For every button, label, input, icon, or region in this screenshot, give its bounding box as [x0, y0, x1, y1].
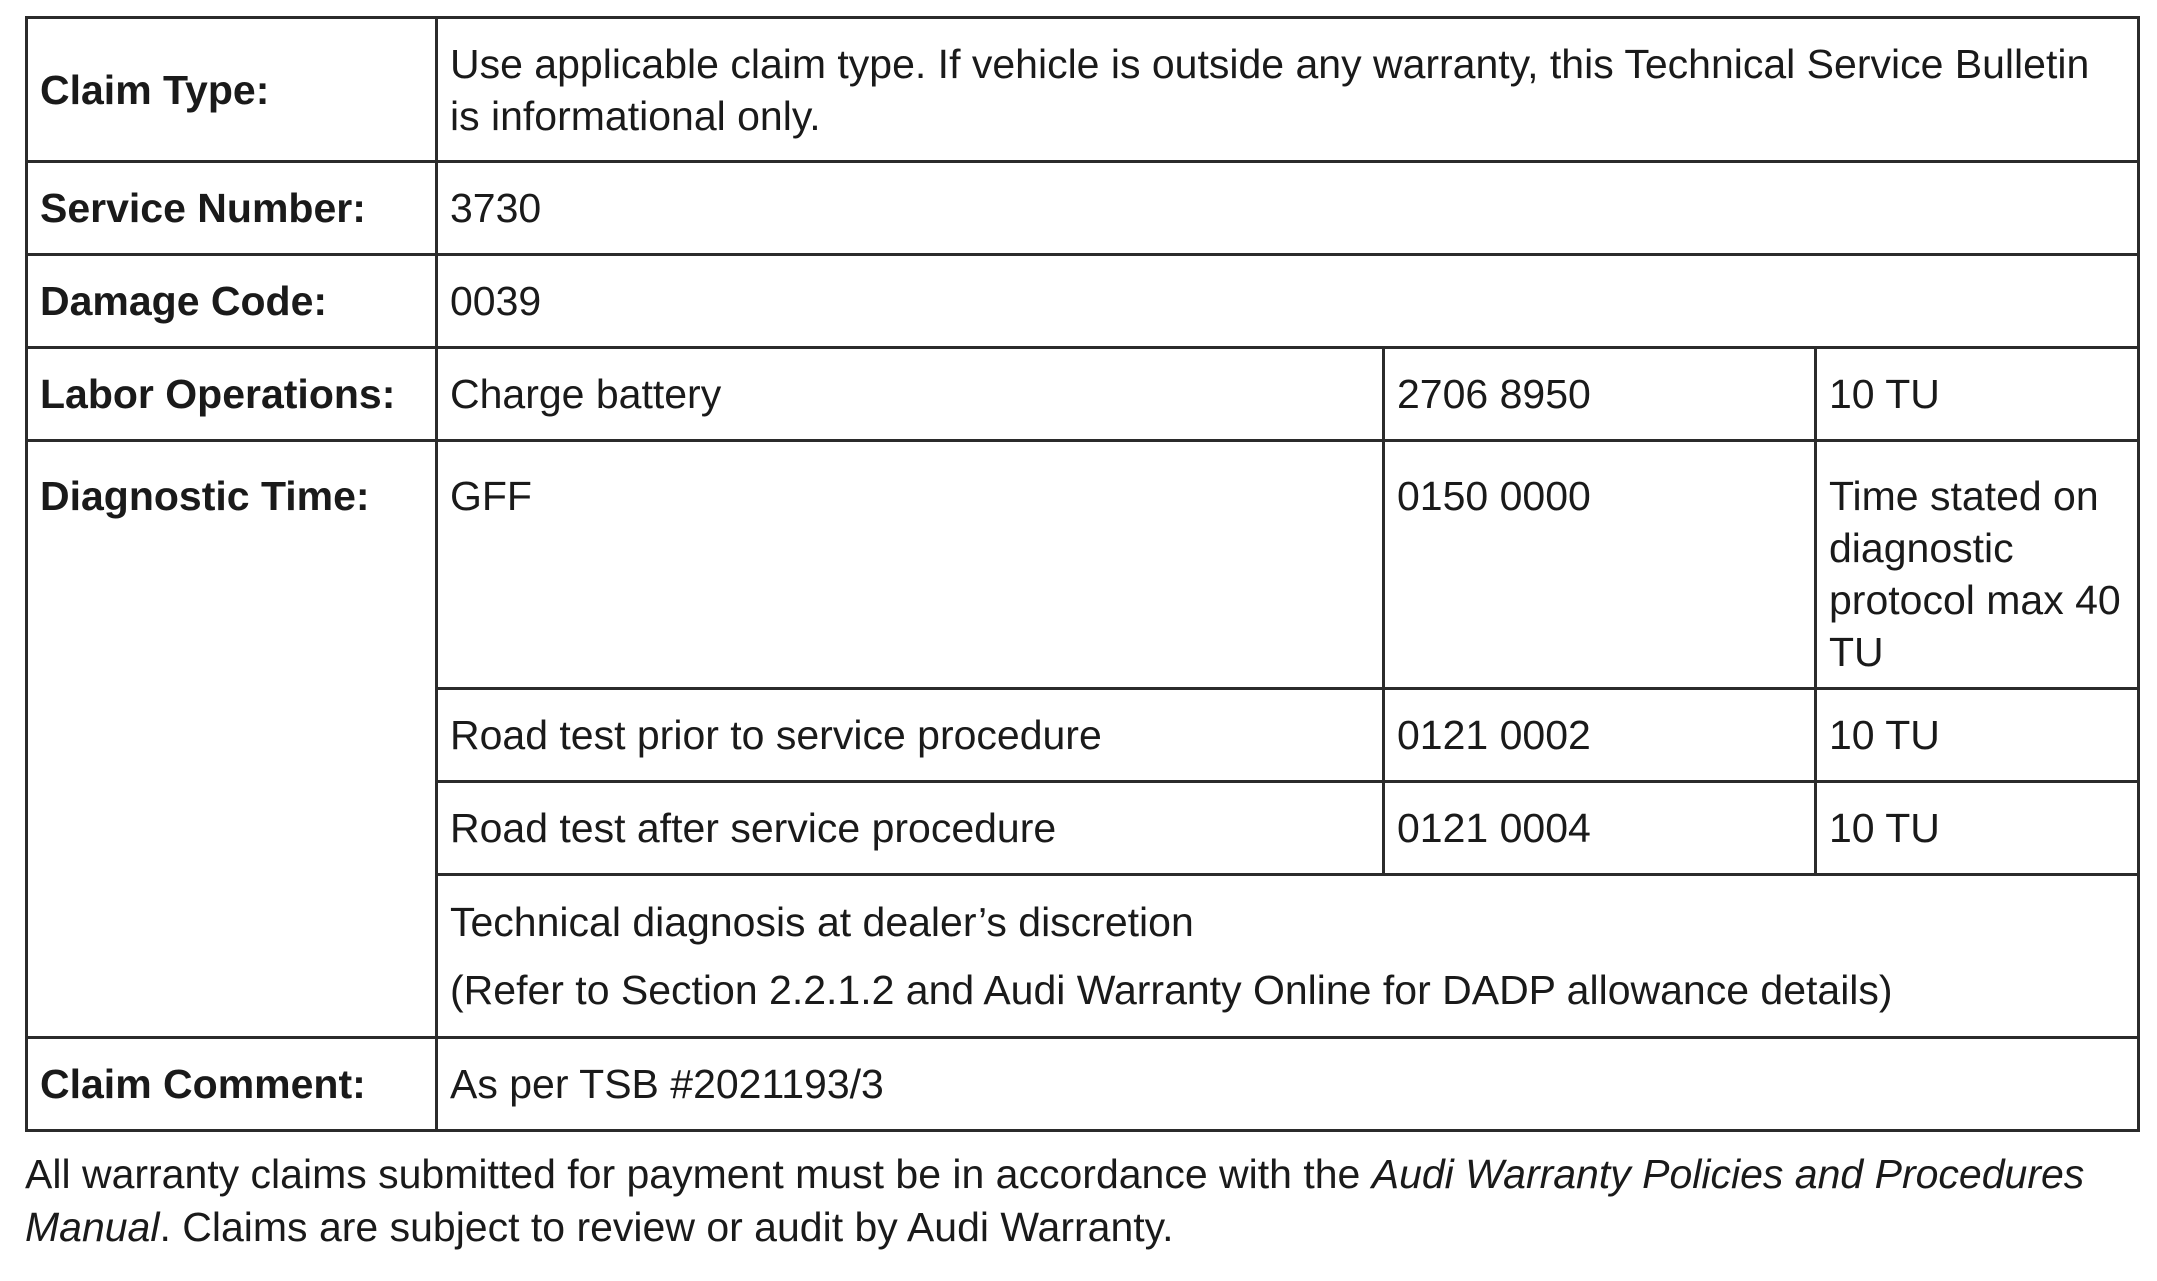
diagnostic-time-value: 10 TU: [1816, 689, 2139, 782]
damage-code-row: [27, 255, 2139, 348]
diagnostic-code: 0150 0000: [1384, 441, 1816, 689]
footer-manual-title: Audi Warranty Policies and Procedures Manual: [25, 1151, 2085, 1250]
claim-comment-row: [27, 1038, 2139, 1131]
diagnostic-description: Road test after service procedure: [437, 782, 1384, 875]
diagnostic-time-value: Time stated on diagnostic protocol max 40 TU: [1816, 441, 2139, 689]
claim-comment-label: Claim Comment:: [27, 1038, 437, 1131]
labor-operation-description: Charge battery: [437, 348, 1384, 441]
service-number-row: [27, 162, 2139, 255]
diagnostic-description: Road test prior to service procedure: [437, 689, 1384, 782]
diagnostic-description: GFF: [437, 441, 1384, 689]
service-number-value: 3730: [437, 162, 2139, 255]
labor-operation-time: 10 TU: [1816, 348, 2139, 441]
claim-type-value: Use applicable claim type. If vehicle is outside any warranty, this Technical Service Bulletin is informational only.: [437, 18, 2139, 162]
damage-code-value: 0039: [437, 255, 2139, 348]
diagnostic-note-reference: (Refer to Section 2.2.1.2 and Audi Warranty Online for DADP allowance details): [450, 967, 1893, 1013]
damage-code-label: Damage Code:: [27, 255, 437, 348]
labor-operations-label: Labor Operations:: [27, 348, 437, 441]
labor-operation-code: 2706 8950: [1384, 348, 1816, 441]
service-number-label: Service Number:: [27, 162, 437, 255]
claim-type-label: Claim Type:: [27, 18, 437, 162]
diagnostic-time-value: 10 TU: [1816, 782, 2139, 875]
footer-text-before: All warranty claims submitted for payment must be in accordance with the: [25, 1151, 1372, 1197]
diagnostic-note: [437, 875, 2139, 1038]
diagnostic-code: 0121 0004: [1384, 782, 1816, 875]
diagnostic-note-line: Technical diagnosis at dealer’s discretion: [450, 899, 1194, 945]
claim-comment-value: As per TSB #2021193/3: [437, 1038, 2139, 1131]
warranty-claim-table: [25, 16, 2140, 1132]
labor-operations-row: [27, 348, 2139, 441]
diagnostic-time-label: Diagnostic Time:: [27, 441, 437, 1038]
diagnostic-time-row: [27, 441, 2139, 689]
claim-type-row: [27, 18, 2139, 162]
footer-text-after: . Claims are subject to review or audit by Audi Warranty.: [159, 1204, 1174, 1250]
warranty-footer-note: [25, 1148, 2145, 1254]
diagnostic-code: 0121 0002: [1384, 689, 1816, 782]
